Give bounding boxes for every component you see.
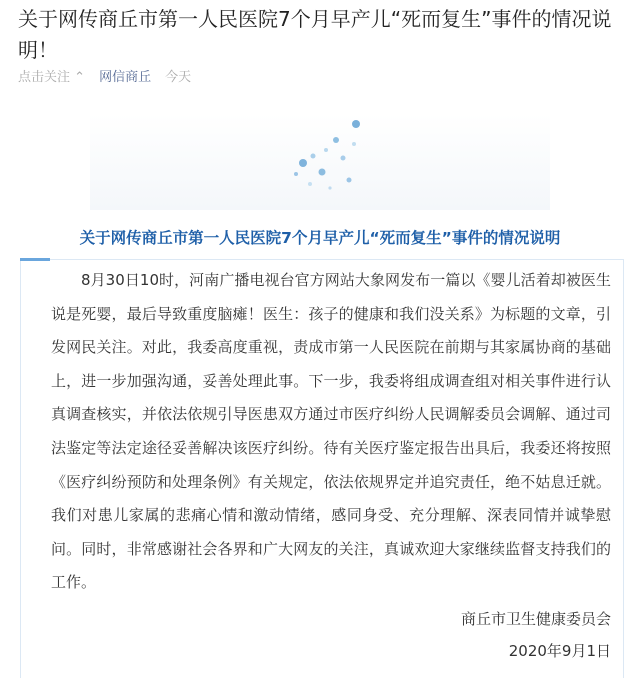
- article-body: 8月30日10时，河南广播电视台官方网站大象网发布一篇以《婴儿活着却被医生说是死婴，最后导致重度脑瘫！医生：孩子的健康和我们没关系》为标题的文章，引发网民关注。对此，我委高度重视，责成市第一人民医院在前期与其家属协商的基础上，进一步加强沟通，妥善处理此事。下一步，我委将组成调查组对相关事件进行认真调查核实，并依法依规引导医患双方通过市医疗纠纷人民调解委员会调解、通过司法鉴定等法定途径妥善解决该医疗纠纷。待有关医疗鉴定报告出具后，我委还将按照《医疗纠纷预防和处理条例》有关规定，依法依规界定并追究责任，绝不姑息迁就。我们对患儿家属的悲痛心情和激动情绪，感同身受、充分理解、深表同情并诚挚慰问。同时，非常感谢社会各界和广大网友的关注，真诚欢迎大家继续监督支持我们的工作。: [51, 271, 611, 592]
- publish-time: 今天: [165, 70, 192, 85]
- follow-arrow-icon: ⌃: [74, 70, 86, 85]
- signature-org: 商丘市卫生健康委员会: [460, 610, 611, 628]
- account-name-link[interactable]: 网信商丘: [99, 70, 152, 85]
- banner-image: [90, 114, 550, 210]
- article-meta: [18, 66, 191, 85]
- content-box: [20, 259, 624, 678]
- bubbles-decoration-icon: [90, 114, 550, 210]
- article-title: 关于网传商丘市第一人民医院7个月早产儿“死而复生”事件的情况说明！: [18, 7, 612, 62]
- article-subheading: 关于网传商丘市第一人民医院7个月早产儿“死而复生”事件的情况说明: [79, 229, 561, 247]
- follow-label: 点击关注: [18, 70, 71, 85]
- follow-link[interactable]: [18, 66, 85, 85]
- signature-date: 2020年9月1日: [508, 642, 611, 660]
- accent-bar: [20, 258, 50, 261]
